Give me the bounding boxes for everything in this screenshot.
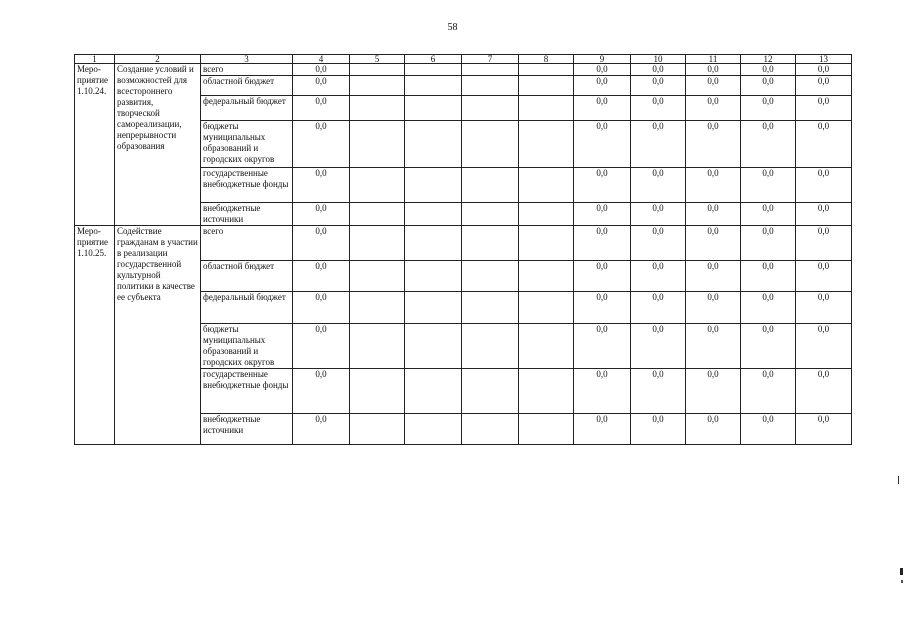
empty-cell-col8: [519, 369, 574, 414]
empty-cell-col7: [462, 261, 519, 292]
value-cell-col10: 0,0: [631, 121, 686, 168]
value-cell-col12: 0,0: [741, 226, 796, 261]
value-cell-col10: 0,0: [631, 292, 686, 324]
value-cell-col9: 0,0: [574, 121, 631, 168]
measure-code: Меро-приятие 1.10.24.: [75, 64, 115, 226]
value-cell-col10: 0,0: [631, 261, 686, 292]
empty-cell-col8: [519, 64, 574, 76]
funding-source: внебюджетные источники: [201, 414, 293, 445]
empty-cell-col5: [350, 324, 405, 369]
empty-cell-col7: [462, 369, 519, 414]
value-cell-col4: 0,0: [293, 292, 350, 324]
header-row: [75, 55, 852, 64]
empty-cell-col5: [350, 261, 405, 292]
header-cell: 11: [686, 55, 741, 64]
header-cell: 9: [574, 55, 631, 64]
empty-cell-col7: [462, 121, 519, 168]
table-body: [75, 55, 852, 445]
value-cell-col4: 0,0: [293, 96, 350, 121]
value-cell-col9: 0,0: [574, 261, 631, 292]
value-cell-col11: 0,0: [686, 64, 741, 76]
value-cell-col4: 0,0: [293, 121, 350, 168]
funding-source: областной бюджет: [201, 261, 293, 292]
empty-cell-col6: [405, 76, 462, 96]
value-cell-col11: 0,0: [686, 226, 741, 261]
empty-cell-col8: [519, 226, 574, 261]
value-cell-col13: 0,0: [796, 261, 852, 292]
empty-cell-col8: [519, 261, 574, 292]
value-cell-col9: 0,0: [574, 96, 631, 121]
empty-cell-col7: [462, 226, 519, 261]
value-cell-col9: 0,0: [574, 168, 631, 203]
value-cell-col11: 0,0: [686, 121, 741, 168]
value-cell-col4: 0,0: [293, 64, 350, 76]
scan-artifact: [898, 476, 899, 484]
value-cell-col13: 0,0: [796, 203, 852, 226]
header-cell: 13: [796, 55, 852, 64]
empty-cell-col7: [462, 292, 519, 324]
value-cell-col12: 0,0: [741, 324, 796, 369]
value-cell-col12: 0,0: [741, 121, 796, 168]
scan-artifact: [901, 580, 903, 583]
value-cell-col13: 0,0: [796, 64, 852, 76]
funding-source: внебюджетные источники: [201, 203, 293, 226]
funding-source: всего: [201, 226, 293, 261]
value-cell-col10: 0,0: [631, 226, 686, 261]
empty-cell-col6: [405, 121, 462, 168]
empty-cell-col5: [350, 121, 405, 168]
empty-cell-col5: [350, 292, 405, 324]
empty-cell-col6: [405, 96, 462, 121]
empty-cell-col5: [350, 76, 405, 96]
value-cell-col13: 0,0: [796, 414, 852, 445]
empty-cell-col8: [519, 324, 574, 369]
empty-cell-col6: [405, 369, 462, 414]
empty-cell-col5: [350, 203, 405, 226]
empty-cell-col6: [405, 64, 462, 76]
value-cell-col9: 0,0: [574, 203, 631, 226]
value-cell-col4: 0,0: [293, 369, 350, 414]
value-cell-col4: 0,0: [293, 324, 350, 369]
empty-cell-col8: [519, 76, 574, 96]
empty-cell-col7: [462, 76, 519, 96]
value-cell-col13: 0,0: [796, 226, 852, 261]
table-row: [75, 64, 852, 76]
value-cell-col12: 0,0: [741, 76, 796, 96]
value-cell-col9: 0,0: [574, 414, 631, 445]
empty-cell-col8: [519, 121, 574, 168]
empty-cell-col5: [350, 64, 405, 76]
value-cell-col4: 0,0: [293, 76, 350, 96]
empty-cell-col8: [519, 203, 574, 226]
value-cell-col10: 0,0: [631, 324, 686, 369]
table-row: [75, 226, 852, 261]
value-cell-col4: 0,0: [293, 203, 350, 226]
value-cell-col11: 0,0: [686, 292, 741, 324]
empty-cell-col5: [350, 369, 405, 414]
value-cell-col9: 0,0: [574, 324, 631, 369]
header-cell: 10: [631, 55, 686, 64]
empty-cell-col6: [405, 226, 462, 261]
value-cell-col9: 0,0: [574, 369, 631, 414]
empty-cell-col8: [519, 168, 574, 203]
header-cell: 8: [519, 55, 574, 64]
measure-description: Создание условий и возможностей для всестороннего развития, творческой самореализации, непрерывности образования: [115, 64, 201, 226]
value-cell-col10: 0,0: [631, 414, 686, 445]
empty-cell-col6: [405, 261, 462, 292]
empty-cell-col5: [350, 96, 405, 121]
empty-cell-col6: [405, 292, 462, 324]
header-cell: 12: [741, 55, 796, 64]
header-cell: 7: [462, 55, 519, 64]
value-cell-col10: 0,0: [631, 369, 686, 414]
value-cell-col11: 0,0: [686, 261, 741, 292]
value-cell-col11: 0,0: [686, 168, 741, 203]
empty-cell-col7: [462, 203, 519, 226]
value-cell-col11: 0,0: [686, 96, 741, 121]
funding-source: государственные внебюджетные фонды: [201, 369, 293, 414]
value-cell-col12: 0,0: [741, 203, 796, 226]
header-cell: 5: [350, 55, 405, 64]
funding-source: федеральный бюджет: [201, 96, 293, 121]
value-cell-col9: 0,0: [574, 292, 631, 324]
value-cell-col13: 0,0: [796, 292, 852, 324]
value-cell-col9: 0,0: [574, 64, 631, 76]
value-cell-col4: 0,0: [293, 168, 350, 203]
funding-source: всего: [201, 64, 293, 76]
header-cell: 4: [293, 55, 350, 64]
empty-cell-col6: [405, 168, 462, 203]
value-cell-col10: 0,0: [631, 168, 686, 203]
empty-cell-col8: [519, 96, 574, 121]
funding-source: областной бюджет: [201, 76, 293, 96]
value-cell-col11: 0,0: [686, 324, 741, 369]
value-cell-col11: 0,0: [686, 414, 741, 445]
empty-cell-col7: [462, 414, 519, 445]
empty-cell-col5: [350, 226, 405, 261]
value-cell-col9: 0,0: [574, 76, 631, 96]
empty-cell-col6: [405, 203, 462, 226]
value-cell-col10: 0,0: [631, 76, 686, 96]
value-cell-col12: 0,0: [741, 414, 796, 445]
funding-source: бюджеты муниципальных образований и городских округов: [201, 121, 293, 168]
empty-cell-col7: [462, 64, 519, 76]
empty-cell-col8: [519, 292, 574, 324]
value-cell-col12: 0,0: [741, 369, 796, 414]
value-cell-col11: 0,0: [686, 203, 741, 226]
value-cell-col4: 0,0: [293, 261, 350, 292]
empty-cell-col5: [350, 414, 405, 445]
value-cell-col13: 0,0: [796, 168, 852, 203]
empty-cell-col6: [405, 414, 462, 445]
empty-cell-col8: [519, 414, 574, 445]
value-cell-col4: 0,0: [293, 414, 350, 445]
value-cell-col12: 0,0: [741, 292, 796, 324]
funding-source: федеральный бюджет: [201, 292, 293, 324]
value-cell-col11: 0,0: [686, 76, 741, 96]
header-cell: 1: [75, 55, 115, 64]
budget-table: [74, 54, 852, 445]
value-cell-col13: 0,0: [796, 369, 852, 414]
value-cell-col12: 0,0: [741, 96, 796, 121]
value-cell-col12: 0,0: [741, 64, 796, 76]
value-cell-col10: 0,0: [631, 64, 686, 76]
scan-artifact: [900, 568, 903, 575]
header-cell: 2: [115, 55, 201, 64]
value-cell-col12: 0,0: [741, 261, 796, 292]
value-cell-col11: 0,0: [686, 369, 741, 414]
measure-code: Меро-приятие 1.10.25.: [75, 226, 115, 445]
empty-cell-col7: [462, 324, 519, 369]
value-cell-col13: 0,0: [796, 324, 852, 369]
empty-cell-col6: [405, 324, 462, 369]
funding-source: бюджеты муниципальных образований и городских округов: [201, 324, 293, 369]
funding-source: государственные внебюджетные фонды: [201, 168, 293, 203]
page-number: 58: [447, 22, 458, 33]
value-cell-col13: 0,0: [796, 76, 852, 96]
value-cell-col13: 0,0: [796, 121, 852, 168]
value-cell-col13: 0,0: [796, 96, 852, 121]
empty-cell-col7: [462, 96, 519, 121]
header-cell: 3: [201, 55, 293, 64]
empty-cell-col5: [350, 168, 405, 203]
header-cell: 6: [405, 55, 462, 64]
value-cell-col12: 0,0: [741, 168, 796, 203]
measure-description: Содействие гражданам в участии в реализации государственной культурной политики в качестве ее субъекта: [115, 226, 201, 445]
value-cell-col10: 0,0: [631, 203, 686, 226]
value-cell-col9: 0,0: [574, 226, 631, 261]
empty-cell-col7: [462, 168, 519, 203]
value-cell-col10: 0,0: [631, 96, 686, 121]
value-cell-col4: 0,0: [293, 226, 350, 261]
